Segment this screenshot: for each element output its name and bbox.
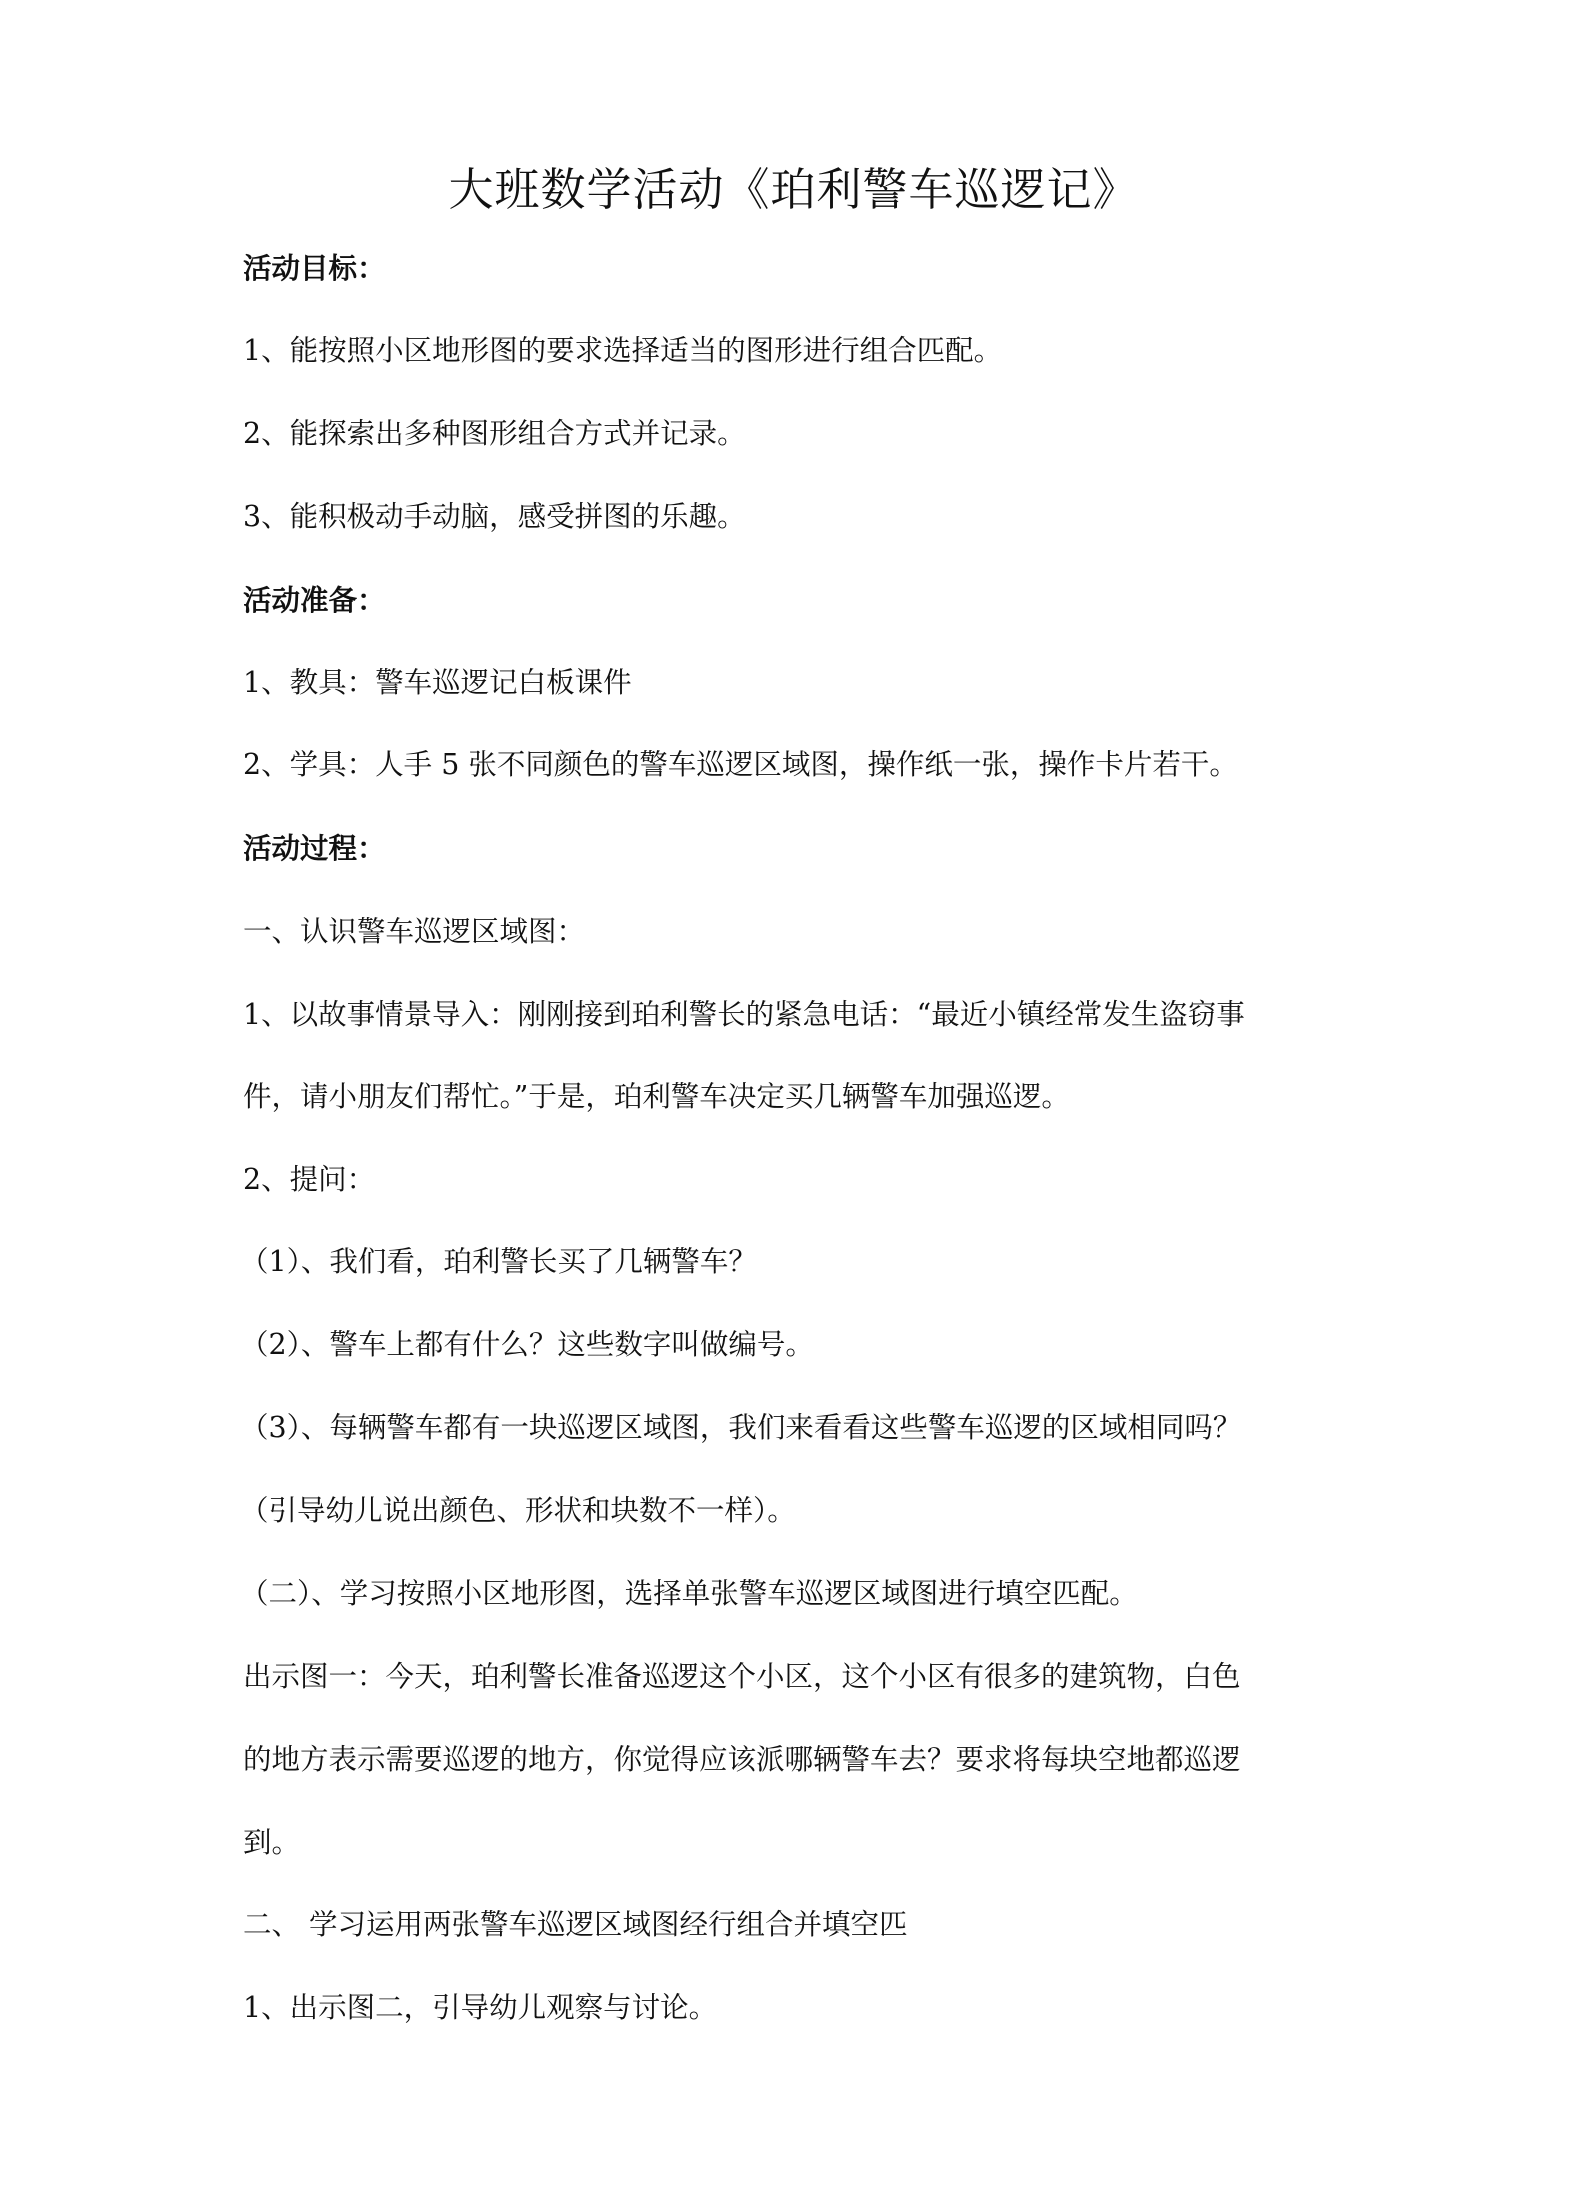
goal-item: 3、能积极动手动脑，感受拼图的乐趣。 — [243, 500, 746, 533]
process-line: 的地方表示需要巡逻的地方，你觉得应该派哪辆警车去？要求将每块空地都巡逻 — [243, 1743, 1241, 1776]
process-line: 2、提问： — [243, 1163, 376, 1196]
process-line: （1）、我们看，珀利警长买了几辆警车？ — [240, 1245, 757, 1278]
goal-item: 1、能按照小区地形图的要求选择适当的图形进行组合匹配。 — [243, 334, 1003, 367]
preparation-item: 1、教具：警车巡逻记白板课件 — [243, 666, 632, 699]
process-line: （二）、学习按照小区地形图，选择单张警车巡逻区域图进行填空匹配。 — [240, 1577, 1138, 1610]
process-line: 1、出示图二，引导幼儿观察与讨论。 — [243, 1991, 718, 2024]
preparation-item: 2、学具：人手 5 张不同颜色的警车巡逻区域图，操作纸一张，操作卡片若干。 — [243, 748, 1238, 781]
section-heading-goals: 活动目标： — [243, 251, 386, 285]
process-line: 件，请小朋友们帮忙。”于是，珀利警车决定买几辆警车加强巡逻。 — [243, 1080, 1070, 1113]
process-line: 二、 学习运用两张警车巡逻区域图经行组合并填空匹 — [243, 1908, 908, 1941]
process-line: （引导幼儿说出颜色、形状和块数不一样）。 — [240, 1494, 796, 1527]
section-heading-process: 活动过程： — [243, 831, 386, 865]
process-line: 出示图一：今天，珀利警长准备巡逻这个小区，这个小区有很多的建筑物，白色 — [243, 1660, 1241, 1693]
process-line: （2）、警车上都有什么？这些数字叫做编号。 — [240, 1328, 814, 1361]
process-line: 一、认识警车巡逻区域图： — [243, 915, 586, 948]
goal-item: 2、能探索出多种图形组合方式并记录。 — [243, 417, 746, 450]
process-line: （3）、每辆警车都有一块巡逻区域图，我们来看看这些警车巡逻的区域相同吗？ — [240, 1411, 1242, 1444]
process-line: 到。 — [243, 1826, 301, 1859]
page-title: 大班数学活动《珀利警车巡逻记》 — [448, 163, 1139, 216]
section-heading-preparation: 活动准备： — [243, 583, 386, 617]
process-line: 1、以故事情景导入：刚刚接到珀利警长的紧急电话：“最近小镇经常发生盗窃事 — [243, 998, 1245, 1031]
